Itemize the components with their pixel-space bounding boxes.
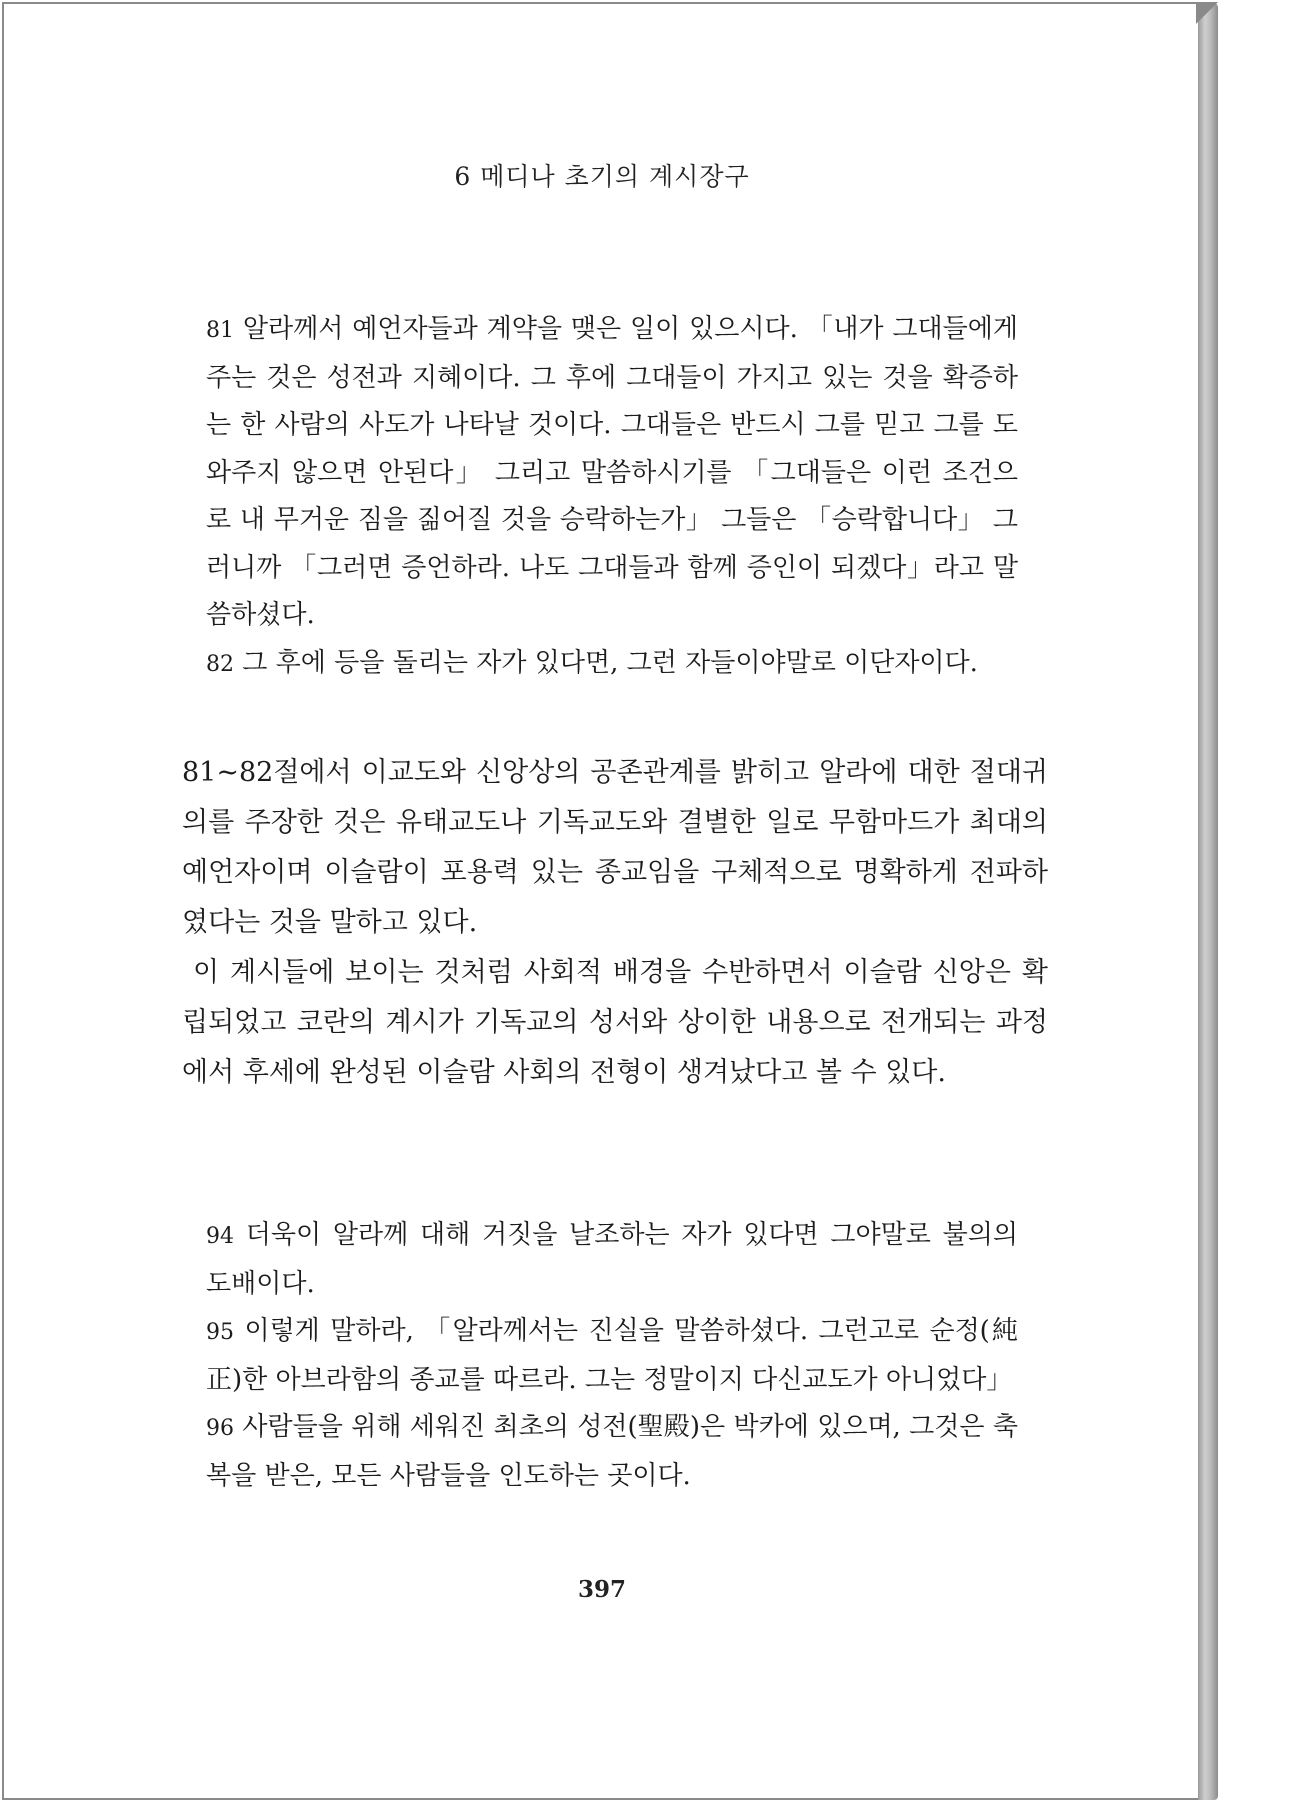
verse-number: 96	[206, 1416, 234, 1441]
commentary-block	[182, 748, 1048, 1098]
verse-number: 95	[206, 1320, 234, 1345]
commentary-paragraph-2-text: 이 계시들에 보이는 것처럼 사회적 배경을 수반하면서 이슬람 신앙은 확립되었고 코란의 계시가 기독교의 성서와 상이한 내용으로 전개되는 과정에서 후세에 완성된 이슬람 사회의 전형이 생겨났다고 볼 수 있다.	[182, 957, 1048, 1088]
commentary-paragraph-1: 81~82절에서 이교도와 신앙상의 공존관계를 밝히고 알라에 대한 절대귀의를 주장한 것은 유태교도나 기독교도와 결별한 일로 무함마드가 최대의 예언자이며 이슬람이 포용력 있는 종교임을 구체적으로 명확하게 전파하였다는 것을 말하고 있다.	[182, 757, 1048, 938]
book-edge-shadow	[1198, 2, 1218, 1800]
verse-text: 그 후에 등을 돌리는 자가 있다면, 그런 자들이야말로 이단자이다.	[242, 647, 978, 678]
verse-text: 사람들을 위해 세워진 최초의 성전(聖殿)은 박카에 있으며, 그것은 축복을 받은, 모든 사람들을 인도하는 곳이다.	[206, 1412, 1019, 1491]
verse-text: 이렇게 말하라, 「알라께서는 진실을 말씀하셨다. 그런고로 순정(純正)한 아브라함의 종교를 따르라. 그는 정말이지 다신교도가 아니었다」	[206, 1316, 1019, 1395]
verse-96	[206, 1404, 1018, 1500]
book-page	[2, 2, 1198, 1800]
page-corner	[1196, 2, 1218, 24]
verse-number: 81	[206, 318, 234, 343]
verse-number: 82	[206, 651, 234, 677]
verse-block-bottom	[206, 1212, 1018, 1500]
verse-block-top	[206, 306, 1018, 688]
verse-81	[206, 306, 1018, 640]
running-head: 6 메디나 초기의 계시장구	[454, 162, 750, 191]
verse-text: 알라께서 예언자들과 계약을 맺은 일이 있으시다. 「내가 그대들에게 주는 것은 성전과 지혜이다. 그 후에 그대들이 가지고 있는 것을 확증하는 한 사람의 사도가 나타날 것이다. 그대들은 반드시 그를 믿고 그를 도와주지 않으면 안된다」 그리고 말씀하시기를 「그대들은 이런 조건으로 내 무거운 짐을 짊어질 것을 승락하는가」 그들은 「승락합니다」 그러니까 「그러면 증언하라. 나도 그대들과 함께 증인이 되겠다」라고 말씀하셨다.	[206, 314, 1018, 630]
verse-number: 94	[206, 1224, 234, 1249]
verse-95	[206, 1308, 1018, 1404]
commentary-paragraph-2	[182, 948, 1048, 1098]
page-number: 397	[577, 1576, 626, 1603]
verse-94	[206, 1212, 1018, 1308]
verse-82	[206, 640, 1018, 689]
verse-text: 더욱이 알라께 대해 거짓을 날조하는 자가 있다면 그야말로 불의의 도배이다.	[206, 1220, 1019, 1299]
